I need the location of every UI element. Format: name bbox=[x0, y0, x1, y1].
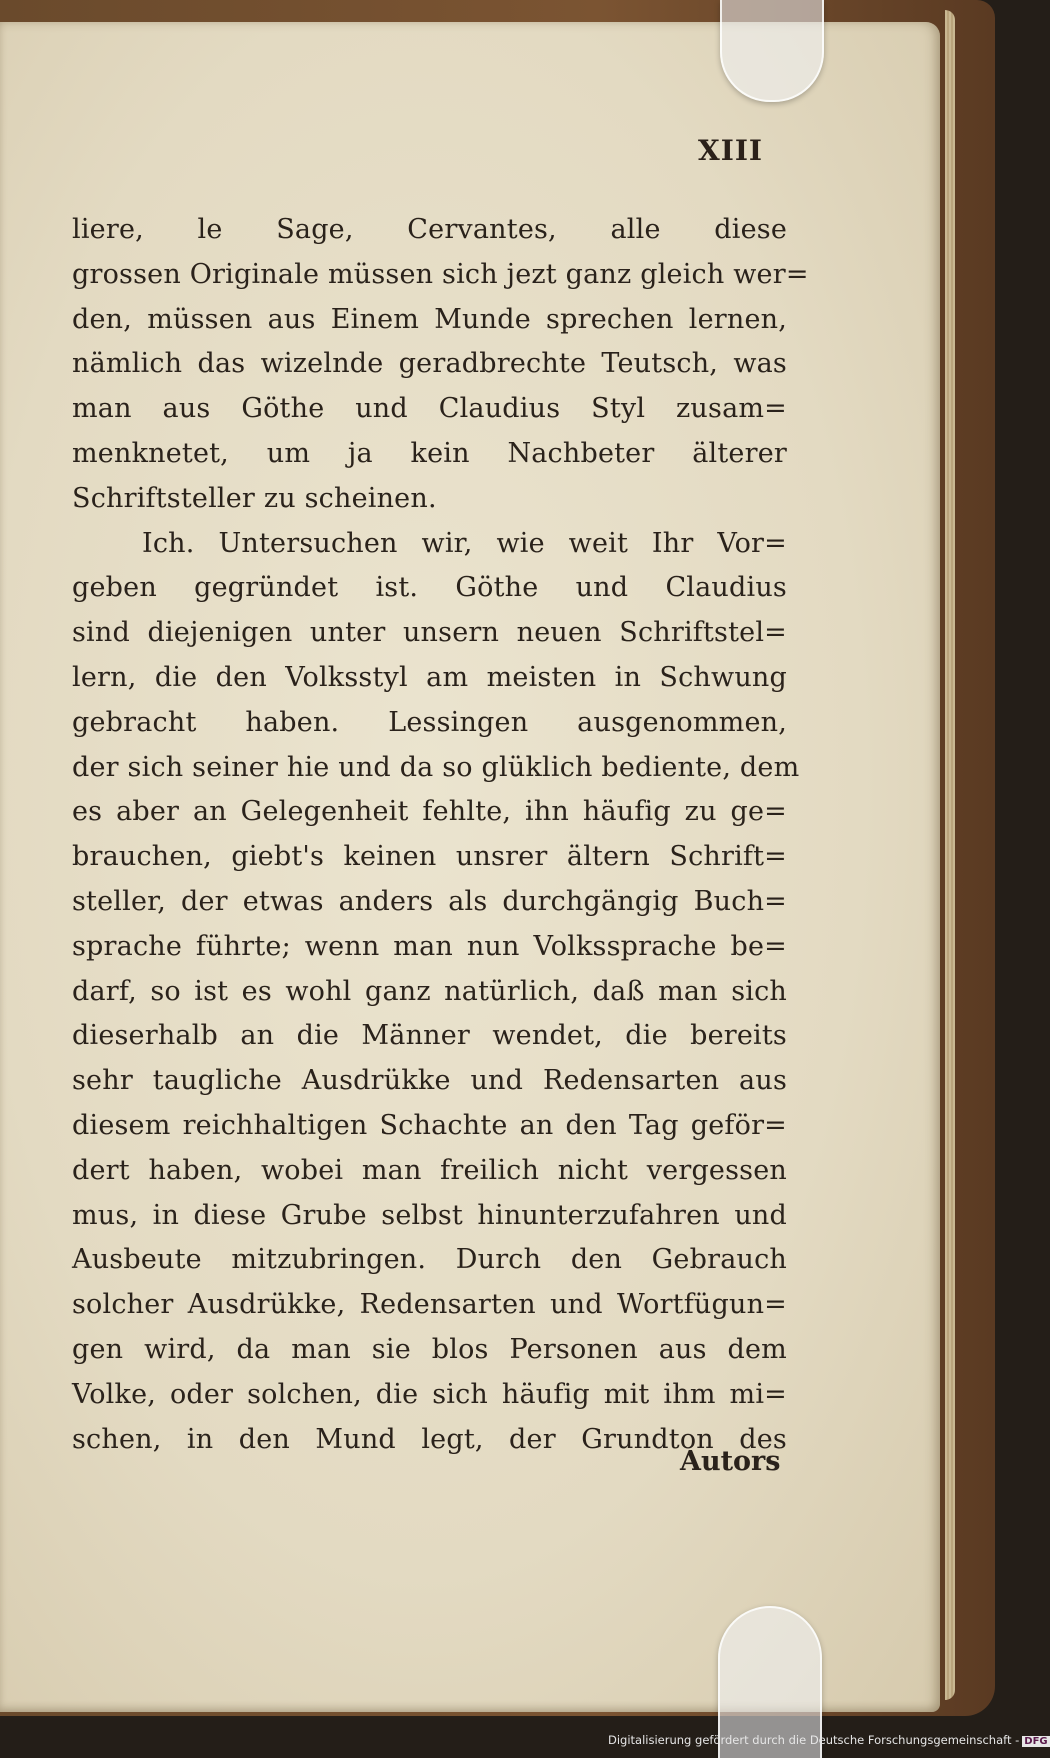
text-line: Ich. Untersuchen wir, wie weit Ihr Vor= bbox=[142, 527, 787, 559]
credit-text: Digitalisierung gefördert durch die Deutsche Forschungsgemeinschaft - bbox=[608, 1733, 1020, 1747]
text-line: gen wird, da man sie blos Personen aus dem bbox=[72, 1333, 787, 1365]
text-line: dieserhalb an die Männer wendet, die bereits bbox=[72, 1020, 787, 1052]
text-line: man aus Göthe und Claudius Styl zusam= bbox=[72, 393, 787, 425]
digitization-credit bbox=[608, 1733, 1050, 1747]
text-line: nämlich das wizelnde geradbrechte Teutsch, was bbox=[72, 348, 787, 380]
text-line: sprache führte; wenn man nun Volkssprache be= bbox=[72, 930, 787, 962]
text-line: der sich seiner hie und da so glüklich bediente, dem bbox=[72, 751, 800, 783]
text-line: darf, so ist es wohl ganz natürlich, daß man sich bbox=[72, 975, 787, 1007]
text-line: steller, der etwas anders als durchgängig Buch= bbox=[72, 885, 787, 917]
text-line: Volke, oder solchen, die sich häufig mit ihm mi= bbox=[72, 1378, 787, 1410]
dfg-logo: DFG bbox=[1024, 1736, 1048, 1747]
text-line: lern, die den Volksstyl am meisten in Schwung bbox=[72, 661, 787, 693]
page-edge bbox=[945, 10, 955, 1700]
text-line: menknetet, um ja kein Nachbeter älterer bbox=[72, 437, 787, 469]
text-line: schen, in den Mund legt, der Grundton des bbox=[72, 1423, 787, 1455]
page-number: XIII bbox=[698, 134, 764, 167]
page-text bbox=[72, 208, 809, 1462]
text-line: sind diejenigen unter unsern neuen Schriftstel= bbox=[72, 617, 787, 649]
text-line: geben gegründet ist. Göthe und Claudius bbox=[72, 572, 787, 604]
page-clip-top bbox=[720, 0, 824, 102]
text-line: mus, in diese Grube selbst hinunterzufahren und bbox=[72, 1199, 787, 1231]
text-line: grossen Originale müssen sich jezt ganz gleich wer= bbox=[72, 258, 809, 290]
text-line: liere, le Sage, Cervantes, alle diese bbox=[72, 214, 787, 245]
text-line: brauchen, giebt's keinen unsrer ältern Schrift= bbox=[72, 841, 787, 873]
text-line: gebracht haben. Lessingen ausgenommen, bbox=[72, 706, 787, 738]
text-line: Ausbeute mitzubringen. Durch den Gebrauch bbox=[72, 1244, 787, 1276]
text-line: dert haben, wobei man freilich nicht vergessen bbox=[72, 1154, 787, 1186]
text-line: es aber an Gelegenheit fehlte, ihn häufig zu ge= bbox=[72, 796, 787, 828]
text-line: solcher Ausdrükke, Redensarten und Wortfügun= bbox=[72, 1289, 787, 1321]
text-line: sehr taugliche Ausdrükke und Redensarten aus bbox=[72, 1065, 787, 1097]
text-line: diesem reichhaltigen Schachte an den Tag geför= bbox=[72, 1109, 787, 1141]
text-line: den, müssen aus Einem Munde sprechen lernen, bbox=[72, 303, 787, 335]
catchword: Autors bbox=[680, 1446, 781, 1477]
text-line: Schriftsteller zu scheinen. bbox=[72, 482, 437, 514]
